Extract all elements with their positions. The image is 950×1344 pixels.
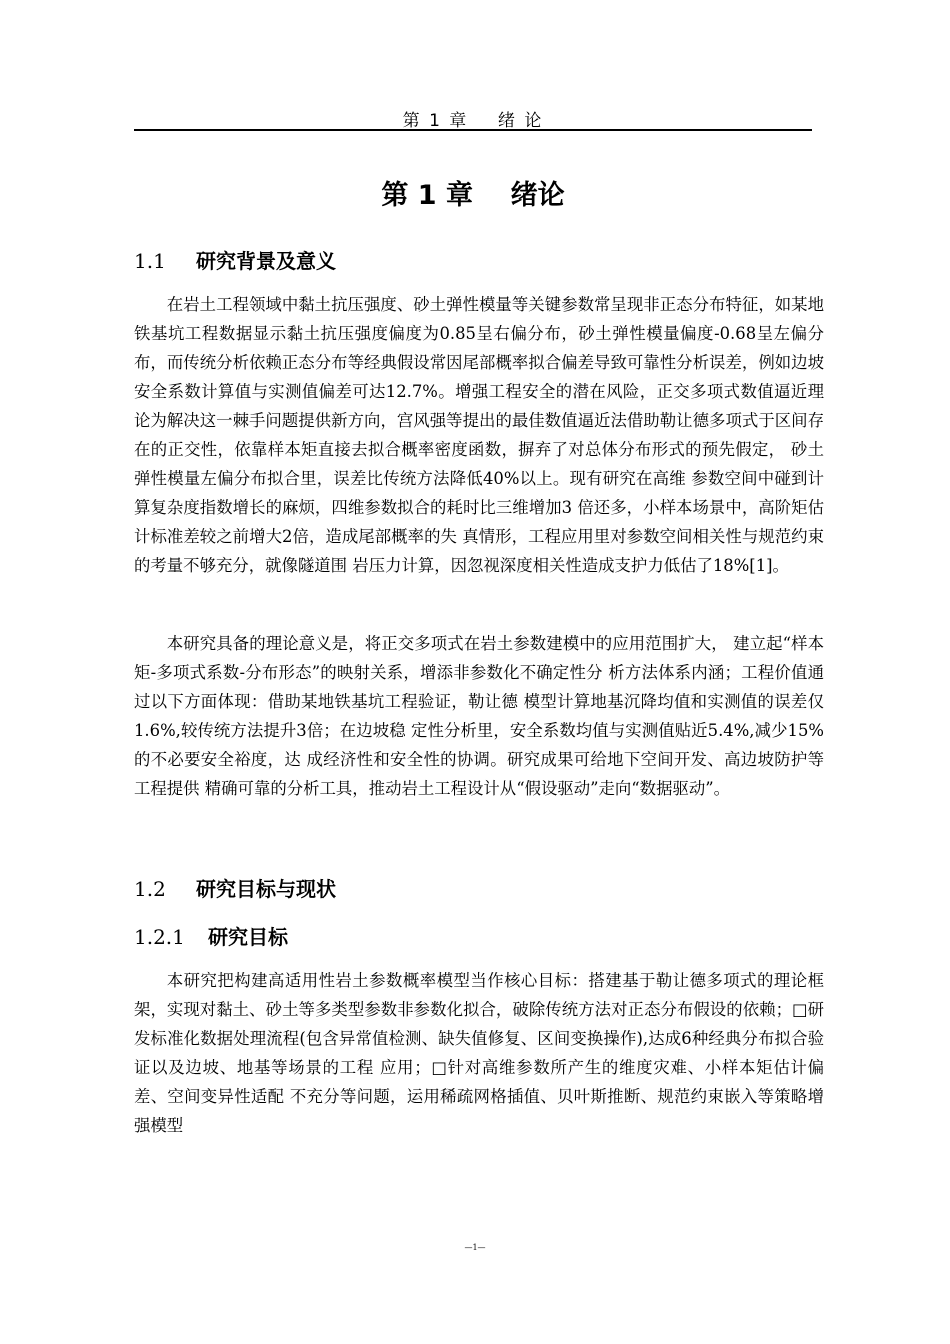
- subsection-number: 1.2.1: [134, 925, 185, 949]
- page-number: —1—: [464, 1243, 486, 1252]
- section-number: 1.1: [134, 249, 166, 273]
- section-heading-1-1: [134, 247, 336, 275]
- body-paragraph-significance: 本研究具备的理论意义是，将正交多项式在岩土参数建模中的应用范围扩大， 建立起“样本矩-多项式系数-分布形态”的映射关系，增添非参数化不确定性分 析方法体系内涵；工程价值通过以下方面体现：借助某地铁基坑工程验证，勒让德 模型计算地基沉降均值和实测值的误差仅1.6%,较传统方法提升3倍；在边坡稳 定性分析里，安全系数均值与实测值贴近5.4%,减少15%的不必要安全裕度，达 成经济性和安全性的协调。研究成果可给地下空间开发、高边坡防护等工程提供 精确可靠的分析工具，推动岩土工程设计从“假设驱动”走向“数据驱动”。: [134, 634, 824, 798]
- chapter-title: 第 1 章 绪论: [381, 180, 565, 211]
- body-paragraph-background: 在岩土工程领域中黏土抗压强度、砂土弹性模量等关键参数常呈现非正态分布特征，如某地铁基坑工程数据显示黏土抗压强度偏度为0.85呈右偏分布，砂土弹性模量偏度-0.68呈左偏分布，而传统分析依赖正态分布等经典假设常因尾部概率拟合偏差导致可靠性分析误差，例如边坡安全系数计算值与实测值偏差可达12.7%。增强工程安全的潜在风险，正交多项式数值逼近理论为解决这一棘手问题提供新方向，宫风强等提出的最佳数值逼近法借助勒让德多项式于区间存在的正交性，依靠样本矩直接去拟合概率密度函数，摒弃了对总体分布形式的预先假定， 砂土弹性模量左偏分布拟合里，误差比传统方法降低40%以上。现有研究在高维 参数空间中碰到计算复杂度指数增长的麻烦，四维参数拟合的耗时比三维增加3 倍还多，小样本场景中，高阶矩估计标准差较之前增大2倍，造成尾部概率的失 真情形，工程应用里对参数空间相关性与规范约束的考量不够充分，就像隧道围 岩压力计算，因忽视深度相关性造成支护力低估了18%[1]。: [134, 295, 824, 575]
- body-paragraph-objectives: 本研究把构建高适用性岩土参数概率模型当作核心目标：搭建基于勒让德多项式的理论框架，实现对黏土、砂土等多类型参数非参数化拟合，破除传统方法对正态分布假设的依赖；□研发标准化数据处理流程(包含异常值检测、缺失值修复、区间变换操作),达成6种经典分布拟合验证以及边坡、地基等场景的工程 应用；□针对高维参数所产生的维度灾难、小样本矩估计偏差、空间变异性适配 不充分等问题，运用稀疏网格插值、贝叶斯推断、规范约束嵌入等策略增强模型: [134, 971, 824, 1135]
- subsection-title: 研究目标: [208, 925, 288, 949]
- section-heading-1-2: [134, 875, 336, 903]
- section-title: 研究目标与现状: [196, 877, 336, 901]
- subsection-heading-1-2-1: [134, 923, 288, 951]
- section-number: 1.2: [134, 877, 166, 901]
- section-title: 研究背景及意义: [196, 249, 336, 273]
- header-rule: [134, 129, 812, 131]
- running-header: 第 1 章 绪 论: [402, 111, 544, 131]
